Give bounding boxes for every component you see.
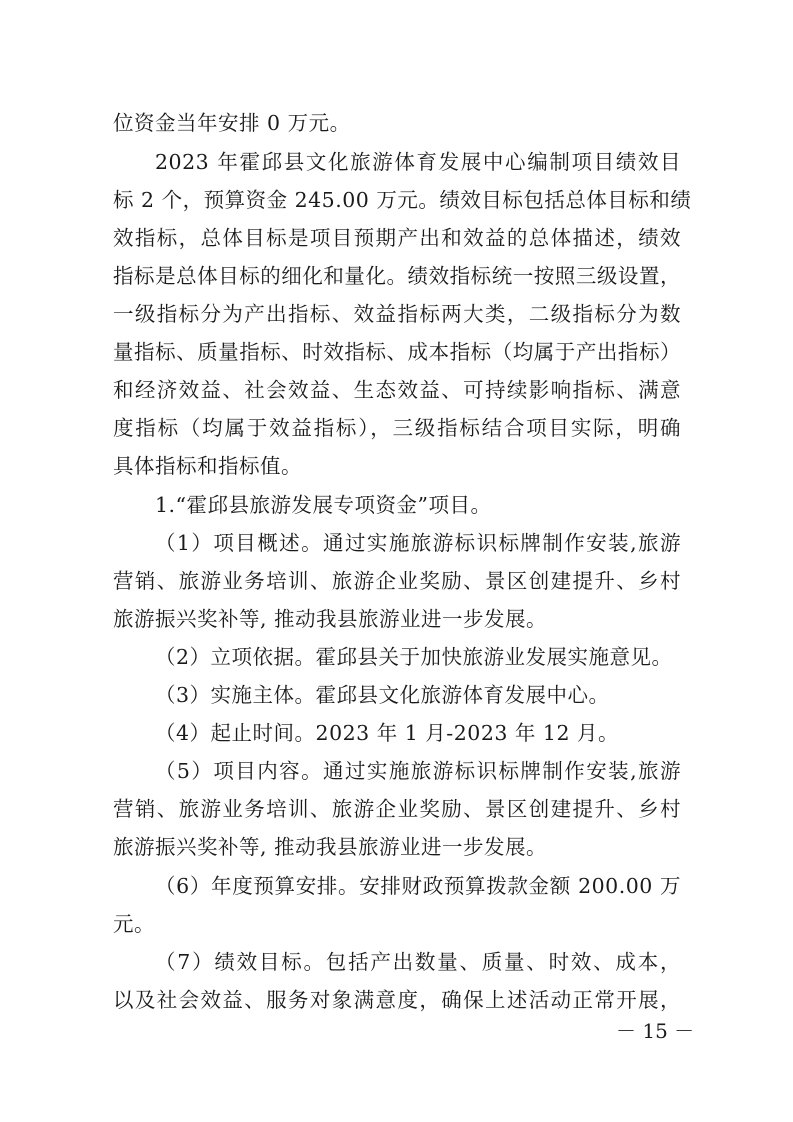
- body-text-line: 旅游振兴奖补等, 推动我县旅游业进一步发展。: [113, 835, 548, 859]
- body-text-line: 元。: [113, 912, 155, 936]
- body-text-line: 位资金当年安排 0 万元。: [113, 111, 351, 135]
- page-number: － 15 －: [616, 1019, 695, 1043]
- paragraph-first-line: 2023 年霍邱县文化旅游体育发展中心编制项目绩效目: [155, 150, 681, 174]
- body-text-line: 和经济效益、社会效益、生态效益、可持续影响指标、满意: [113, 378, 681, 402]
- paragraph-first-line: （6）年度预算安排。安排财政预算拨款金额 200.00 万: [155, 874, 681, 898]
- body-text-line: 度指标（均属于效益指标），三级指标结合项目实际，明确: [113, 416, 681, 440]
- body-text-line: 旅游振兴奖补等, 推动我县旅游业进一步发展。: [113, 607, 548, 631]
- section-heading: 1.“霍邱县旅游发展专项资金”项目。: [155, 493, 492, 517]
- paragraph-first-line: （3）实施主体。霍邱县文化旅游体育发展中心。: [155, 683, 610, 707]
- body-text-line: 以及社会效益、服务对象满意度，确保上述活动正常开展，: [113, 988, 681, 1012]
- body-text-line: 一级指标分为产出指标、效益指标两大类，二级指标分为数: [113, 302, 681, 326]
- paragraph-first-line: （7）绩效目标。包括产出数量、质量、时效、成本，: [155, 950, 681, 974]
- body-text-line: 指标是总体目标的细化和量化。绩效指标统一按照三级设置，: [113, 264, 681, 288]
- body-text-line: 量指标、质量指标、时效指标、成本指标（均属于产出指标）: [113, 340, 681, 364]
- paragraph-first-line: （1）项目概述。通过实施旅游标识标牌制作安装,旅游: [155, 531, 681, 555]
- body-text-line: 标 2 个，预算资金 245.00 万元。绩效目标包括总体目标和绩: [113, 188, 692, 212]
- paragraph-first-line: （5）项目内容。通过实施旅游标识标牌制作安装,旅游: [155, 759, 681, 783]
- body-text-line: 效指标，总体目标是项目预期产出和效益的总体描述，绩效: [113, 226, 681, 250]
- paragraph-first-line: （2）立项依据。霍邱县关于加快旅游业发展实施意见。: [155, 645, 673, 669]
- body-text-line: 营销、旅游业务培训、旅游企业奖励、景区创建提升、乡村: [113, 797, 681, 821]
- body-text-line: 营销、旅游业务培训、旅游企业奖励、景区创建提升、乡村: [113, 569, 681, 593]
- body-text-line: 具体指标和指标值。: [113, 454, 302, 478]
- paragraph-first-line: （4）起止时间。2023 年 1 月-2023 年 12 月。: [155, 721, 620, 745]
